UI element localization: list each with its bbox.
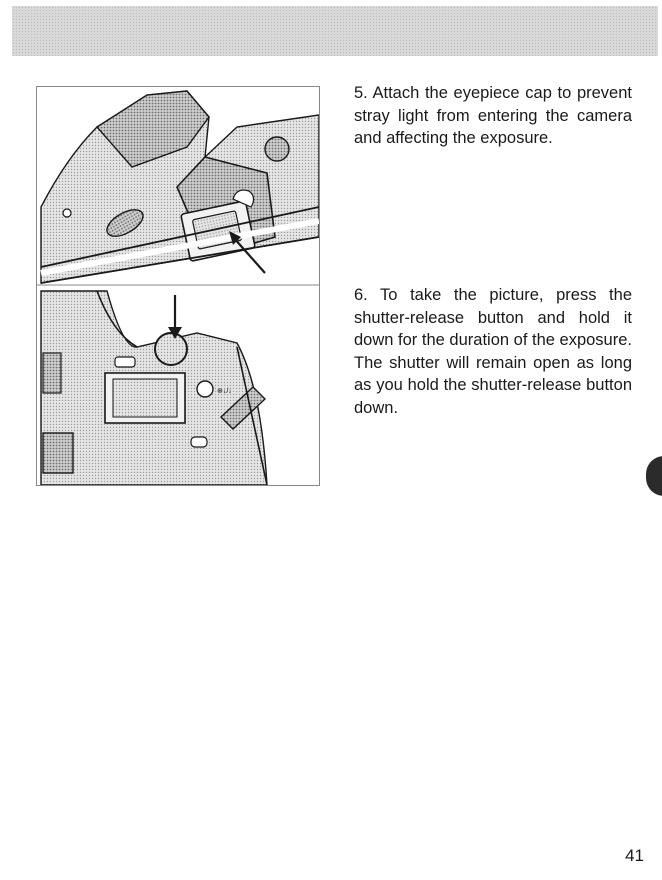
step-5-paragraph: 5. Attach the eyepiece cap to prevent stray light from entering the camera and affecting the exposure. xyxy=(354,84,632,147)
camera-illustration xyxy=(36,86,320,486)
header-screen-band xyxy=(12,6,658,56)
section-thumb-tab xyxy=(646,456,662,496)
shutter-release-illustration xyxy=(41,291,267,485)
eyepiece-cap-illustration xyxy=(37,91,319,285)
step-6-paragraph: 6. To take the picture, press the shutter-release button and hold it down for the duration of the exposure. The shutter will remain open as long as you hold the shutter-release button down. xyxy=(354,286,632,417)
page-number: 41 xyxy=(625,846,644,865)
mode-dial-label: ⊕↓/↓ xyxy=(217,388,232,395)
